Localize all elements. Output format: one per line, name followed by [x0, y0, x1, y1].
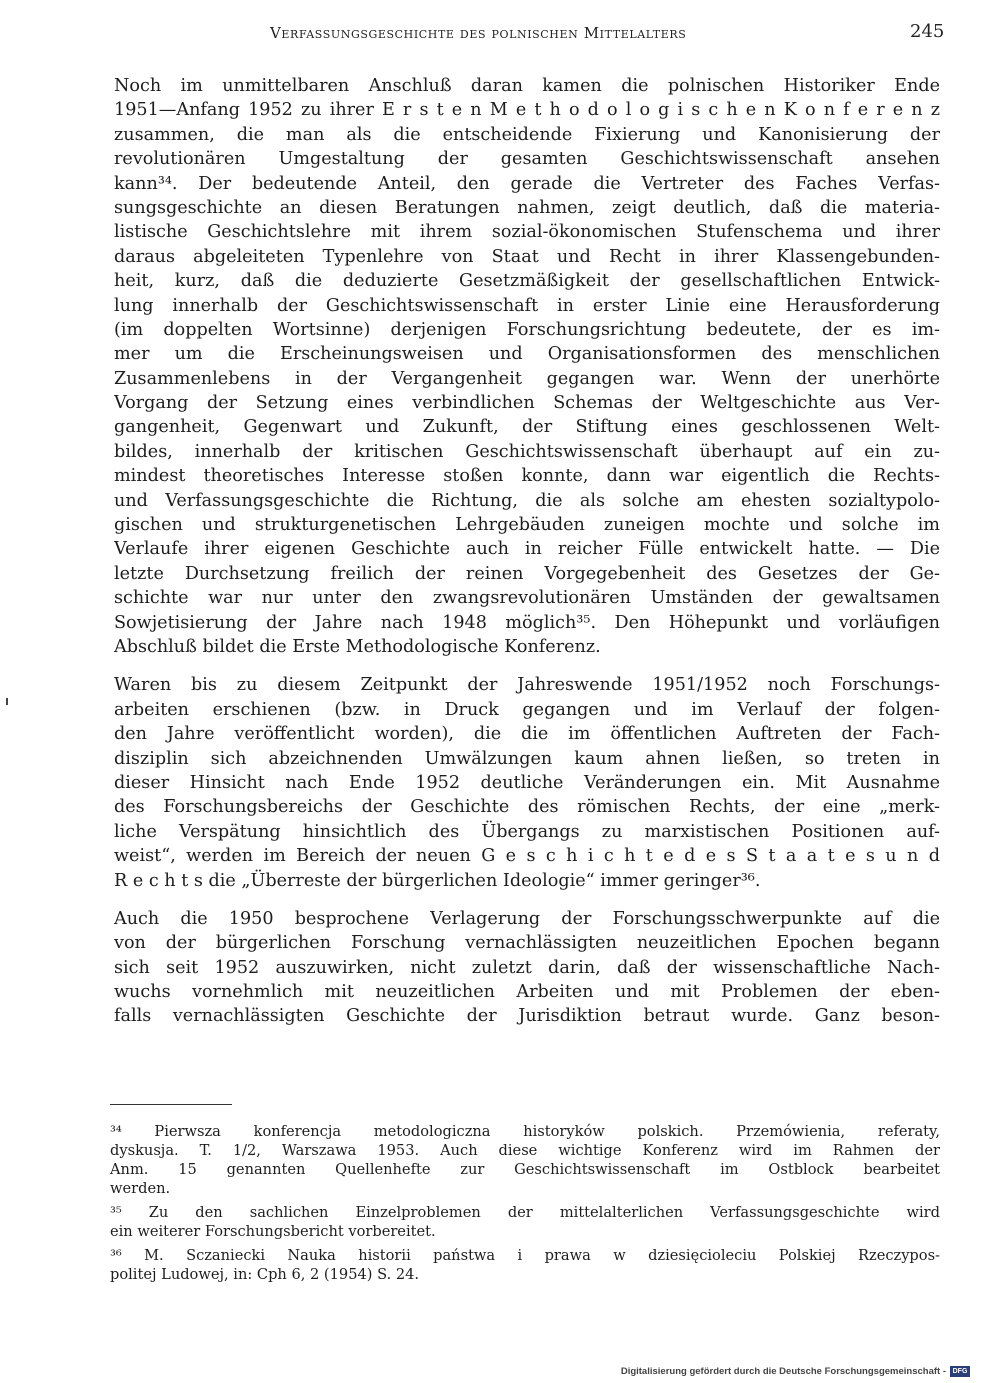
footnote-line: Anm. 15 genannten Quellenhefte zur Geschichtswissenschaft im Ostblock bearbeitet: [110, 1161, 940, 1178]
digitization-credit: [621, 1366, 970, 1377]
scan-margin-mark: [6, 698, 8, 705]
text-line: Vorgang der Setzung eines verbindlichen Schemas der Weltgeschichte aus Ver-: [114, 393, 940, 414]
text-line: gischen und strukturgenetischen Lehrgebäuden zuneigen mochte und solche im: [114, 515, 940, 536]
footnote-34: [110, 1122, 940, 1198]
text-line: liche Verspätung hinsichtlich des Übergangs zu marxistischen Positionen auf-: [114, 821, 940, 842]
text-line: revolutionären Umgestaltung der gesamten Geschichtswissenschaft ansehen: [114, 149, 940, 170]
footnote-line: werden.: [110, 1180, 171, 1197]
running-title: Verfassungsgeschichte des polnischen Mittelalters: [270, 24, 687, 42]
footnote-line: dyskusja. T. 1/2, Warszawa 1953. Auch diese wichtige Konferenz wird im Rahmen der: [110, 1142, 940, 1159]
text-line: dieser Hinsicht nach Ende 1952 deutliche Veränderungen ein. Mit Ausnahme: [114, 772, 940, 793]
text-line: mindest theoretisches Interesse stoßen konnte, dann war eigentlich die Rechts-: [114, 466, 940, 487]
text-line: arbeiten erschienen (bzw. in Druck gegangen und im Verlauf der folgen-: [114, 699, 940, 720]
text-line: sich seit 1952 auszuwirken, nicht zuletzt darin, daß der wissenschaftliche Nach-: [114, 957, 940, 978]
footnote-35: [110, 1203, 940, 1241]
text-line: (im doppelten Wortsinne) derjenigen Forschungsrichtung bedeutete, der es im-: [114, 319, 940, 340]
paragraph: [114, 907, 940, 1029]
text-line: Abschluß bildet die Erste Methodologische Konferenz.: [114, 636, 601, 657]
text-line: und Verfassungsgeschichte die Richtung, die als solche am ehesten sozialtypolo-: [114, 490, 940, 511]
text-line: weist“, werden im Bereich der neuen G e s c h i c h t e d e s S t a a t e s u n d: [114, 846, 940, 867]
text-line: sungsgeschichte an diesen Beratungen nahmen, zeigt deutlich, daß die materia-: [114, 197, 940, 218]
text-line: von der bürgerlichen Forschung vernachlässigten neuzeitlichen Epochen begann: [114, 933, 940, 954]
text-line: listische Geschichtslehre mit ihrem sozial-ökonomischen Stufenschema und ihrer: [114, 222, 940, 243]
text-line: zusammen, die man als die entscheidende Fixierung und Kanonisierung der: [114, 124, 940, 145]
text-line: schichte war nur unter den zwangsrevolutionären Umständen der gewaltsamen: [114, 588, 940, 609]
text-line: daraus abgeleiteten Typenlehre von Staat und Recht in ihrer Klassengebunden-: [114, 246, 940, 267]
text-line: kann³⁴. Der bedeutende Anteil, den gerade die Vertreter des Faches Verfas-: [114, 173, 940, 194]
footnote-line: ³⁵ Zu den sachlichen Einzelproblemen der mittelalterlichen Verfassungsgeschichte wird: [110, 1204, 940, 1221]
text-line: heit, kurz, daß die deduzierte Gesetzmäßigkeit der gesellschaftlichen Entwick-: [114, 271, 940, 292]
text-line: bildes, innerhalb der kritischen Geschichtswissenschaft überhaupt auf ein zu-: [114, 441, 940, 462]
dfg-logo-icon: DFG: [950, 1366, 970, 1377]
footnote-line: ³⁴ Pierwsza konferencja metodologiczna historyków polskich. Przemówienia, referaty,: [110, 1123, 940, 1140]
text-line: mer um die Erscheinungsweisen und Organisationsformen des menschlichen: [114, 344, 940, 365]
paragraph: [114, 74, 940, 659]
text-line: letzte Durchsetzung freilich der reinen Vorgegebenheit des Gesetzes der Ge-: [114, 563, 940, 584]
text-line: 1951—Anfang 1952 zu ihrer E r s t e n M e t h o d o l o g i s c h e n K o n f e r e n z: [114, 100, 940, 121]
text-line: gangenheit, Gegenwart und Zukunft, der Stiftung eines geschlossenen Welt-: [114, 417, 940, 438]
text-line: Zusammenlebens in der Vergangenheit gegangen war. Wenn der unerhörte: [114, 368, 940, 389]
text-line: des Forschungsbereichs der Geschichte des römischen Rechts, der eine „merk-: [114, 797, 940, 818]
footnote-36: [110, 1246, 940, 1284]
footnote-rule: [110, 1104, 232, 1105]
footnote-line: ein weiterer Forschungsbericht vorbereitet.: [110, 1223, 436, 1240]
text-line: Sowjetisierung der Jahre nach 1948 möglich³⁵. Den Höhepunkt und vorläufigen: [114, 612, 940, 633]
page-number: 245: [910, 21, 945, 42]
paragraph: [114, 673, 940, 893]
credit-text: Digitalisierung gefördert durch die Deutsche Forschungsgemeinschaft -: [620, 1366, 946, 1377]
main-text: [114, 74, 940, 1029]
text-line: den Jahre veröffentlicht worden), die die im öffentlichen Auftreten der Fach-: [114, 724, 940, 745]
text-line: Waren bis zu diesem Zeitpunkt der Jahreswende 1951/1952 noch Forschungs-: [114, 675, 940, 696]
text-line: Noch im unmittelbaren Anschluß daran kamen die polnischen Historiker Ende: [114, 76, 940, 96]
text-line: wuchs vornehmlich mit neuzeitlichen Arbeiten und mit Problemen der eben-: [114, 982, 940, 1003]
footnote-line: politej Ludowej, in: Cph 6, 2 (1954) S. 24.: [110, 1266, 420, 1283]
text-line: Verlaufe ihrer eigenen Geschichte auch in reicher Fülle entwickelt hatte. — Die: [114, 539, 940, 560]
text-line: R e c h t s die „Überreste der bürgerlichen Ideologie“ immer geringer³⁶.: [114, 870, 761, 891]
footnotes: [110, 1122, 940, 1284]
text-line: disziplin sich abzeichnenden Umwälzungen kaum ahnen ließen, so treten in: [114, 748, 940, 769]
footnote-line: ³⁶ M. Sczaniecki Nauka historii państwa i prawa w dziesięcioleciu Polskiej Rzeczypos-: [110, 1247, 940, 1264]
text-line: Auch die 1950 besprochene Verlagerung der Forschungsschwerpunkte auf die: [114, 908, 940, 929]
text-line: lung innerhalb der Geschichtswissenschaft in erster Linie eine Herausforderung: [114, 295, 940, 316]
text-line: falls vernachlässigten Geschichte der Jurisdiktion betraut wurde. Ganz beson-: [114, 1006, 940, 1027]
